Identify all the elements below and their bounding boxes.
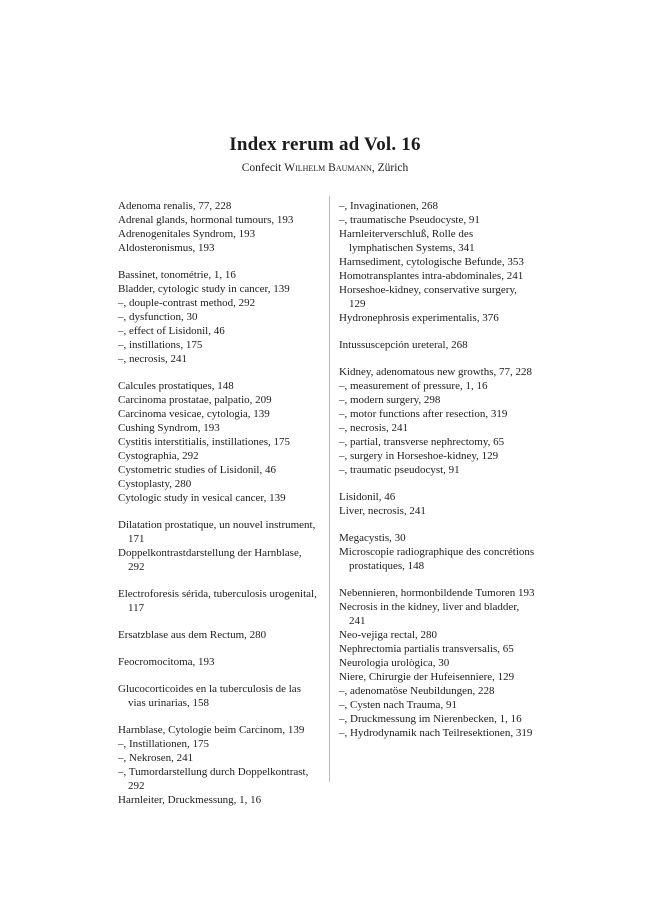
- index-entry: –, Invaginationen, 268: [339, 200, 438, 212]
- index-entry: Harnsediment, cytologische Befunde, 353: [339, 256, 524, 268]
- index-entry: –, Cysten nach Trauma, 91: [339, 699, 457, 711]
- index-entry: –, surgery in Horseshoe-kidney, 129: [339, 450, 499, 462]
- index-entry: Bladder, cytologic study in cancer, 139: [118, 283, 290, 295]
- index-entry: Harnleiter, Druckmessung, 1, 16: [118, 794, 262, 806]
- index-entry: –, effect of Lisidonil, 46: [118, 325, 225, 337]
- index-group: [339, 490, 535, 518]
- index-entry: Calcules prostatiques, 148: [118, 380, 234, 392]
- index-entry: Feocromocitoma, 193: [118, 656, 215, 668]
- index-group: [118, 723, 318, 807]
- index-group: [118, 268, 318, 366]
- index-entry: Cystitis interstitialis, instillationes, 175: [118, 436, 291, 448]
- index-group: [118, 518, 318, 574]
- index-entry: Cystoplasty, 280: [118, 478, 192, 490]
- index-entry: –, instillations, 175: [118, 339, 203, 351]
- index-entry: Liver, necrosis, 241: [339, 505, 426, 517]
- index-entry: Harnblase, Cytologie beim Carcinom, 139: [118, 724, 305, 736]
- index-entry: Megacystis, 30: [339, 532, 406, 544]
- subtitle-suffix: , Zürich: [371, 162, 409, 174]
- index-entry: Microscopie radiographique des concrétions prostatiques, 148: [339, 546, 535, 572]
- index-entry: Niere, Chirurgie der Hufeisenniere, 129: [339, 671, 515, 683]
- index-entry: –, adenomatöse Neubildungen, 228: [339, 685, 495, 697]
- index-entry: –, Instillationen, 175: [118, 738, 210, 750]
- index-entry: Nephrectomia partialis transversalis, 65: [339, 643, 514, 655]
- index-entry: –, necrosis, 241: [339, 422, 409, 434]
- index-entry: –, Nekrosen, 241: [118, 752, 194, 764]
- index-group: [118, 587, 318, 615]
- index-entry: –, partial, transverse nephrectomy, 65: [339, 436, 505, 448]
- index-entry: Cytologic study in vesical cancer, 139: [118, 492, 286, 504]
- subtitle-author: Wilhelm Baumann: [284, 162, 372, 174]
- index-column-right: [339, 199, 535, 753]
- index-group: [118, 655, 318, 669]
- subtitle-prefix: Confecit: [241, 162, 282, 174]
- index-entry: Neurologia urològica, 30: [339, 657, 450, 669]
- index-entry: –, traumatic pseudocyst, 91: [339, 464, 460, 476]
- index-entry: Adrenogenitales Syndrom, 193: [118, 228, 256, 240]
- index-entry: Carcinoma vesicae, cytologia, 139: [118, 408, 270, 420]
- index-entry: Aldosteronismus, 193: [118, 242, 215, 254]
- index-entry: –, Tumordarstellung durch Doppelkontrast, 292: [118, 766, 309, 792]
- index-entry: –, Hydrodynamik nach Teilresektionen, 319: [339, 727, 533, 739]
- index-group: [118, 199, 318, 255]
- index-entry: Hydronephrosis experimentalis, 376: [339, 312, 499, 324]
- index-entry: Ersatzblase aus dem Rectum, 280: [118, 629, 267, 641]
- index-group: [118, 682, 318, 710]
- index-entry: Dilatation prostatique, un nouvel instrument, 171: [118, 519, 316, 545]
- index-group: [339, 586, 535, 740]
- index-entry: Bassinet, tonométrie, 1, 16: [118, 269, 236, 281]
- index-entry: Carcinoma prostatae, palpatio, 209: [118, 394, 272, 406]
- index-group: [339, 338, 535, 352]
- index-entry: –, douple-contrast method, 292: [118, 297, 256, 309]
- index-entry: Intussuscepción ureteral, 268: [339, 339, 468, 351]
- index-entry: –, motor functions after resection, 319: [339, 408, 508, 420]
- index-entry: –, measurement of pressure, 1, 16: [339, 380, 488, 392]
- index-entry: Doppelkontrastdarstellung der Harnblase, 292: [118, 547, 302, 573]
- column-divider: [329, 196, 330, 782]
- index-entry: Kidney, adenomatous new growths, 77, 228: [339, 366, 532, 378]
- index-group: [339, 531, 535, 573]
- page-subtitle: [0, 162, 650, 174]
- index-entry: Horseshoe-kidney, conservative surgery, 129: [339, 284, 517, 310]
- index-entry: Cystographia, 292: [118, 450, 199, 462]
- index-entry: Necrosis in the kidney, liver and bladder, 241: [339, 601, 520, 627]
- index-group: [339, 199, 535, 325]
- index-entry: Electroforesis sérida, tuberculosis urogenital, 117: [118, 588, 317, 614]
- index-column-left: [118, 199, 318, 820]
- index-entry: –, modern surgery, 298: [339, 394, 441, 406]
- index-entry: Adrenal glands, hormonal tumours, 193: [118, 214, 294, 226]
- index-entry: Cushing Syndrom, 193: [118, 422, 220, 434]
- index-group: [118, 379, 318, 505]
- index-entry: –, Druckmessung im Nierenbecken, 1, 16: [339, 713, 522, 725]
- index-entry: Cystometric studies of Lisidonil, 46: [118, 464, 276, 476]
- index-entry: Lisidonil, 46: [339, 491, 396, 503]
- index-entry: Glucocorticoides en la tuberculosis de las vias urinarias, 158: [118, 683, 301, 709]
- index-entry: Harnleiterverschluß, Rolle des lymphatischen Systems, 341: [339, 228, 475, 254]
- index-entry: Homotransplantes intra-abdominales, 241: [339, 270, 524, 282]
- index-entry: –, necrosis, 241: [118, 353, 188, 365]
- index-entry: Adenoma renalis, 77, 228: [118, 200, 232, 212]
- index-entry: –, traumatische Pseudocyste, 91: [339, 214, 480, 226]
- index-entry: –, dysfunction, 30: [118, 311, 198, 323]
- index-group: [118, 628, 318, 642]
- index-entry: Neo-vejiga rectal, 280: [339, 629, 438, 641]
- page-title: Index rerum ad Vol. 16: [229, 134, 421, 155]
- index-entry: Nebennieren, hormonbildende Tumoren 193: [339, 587, 535, 599]
- index-group: [339, 365, 535, 477]
